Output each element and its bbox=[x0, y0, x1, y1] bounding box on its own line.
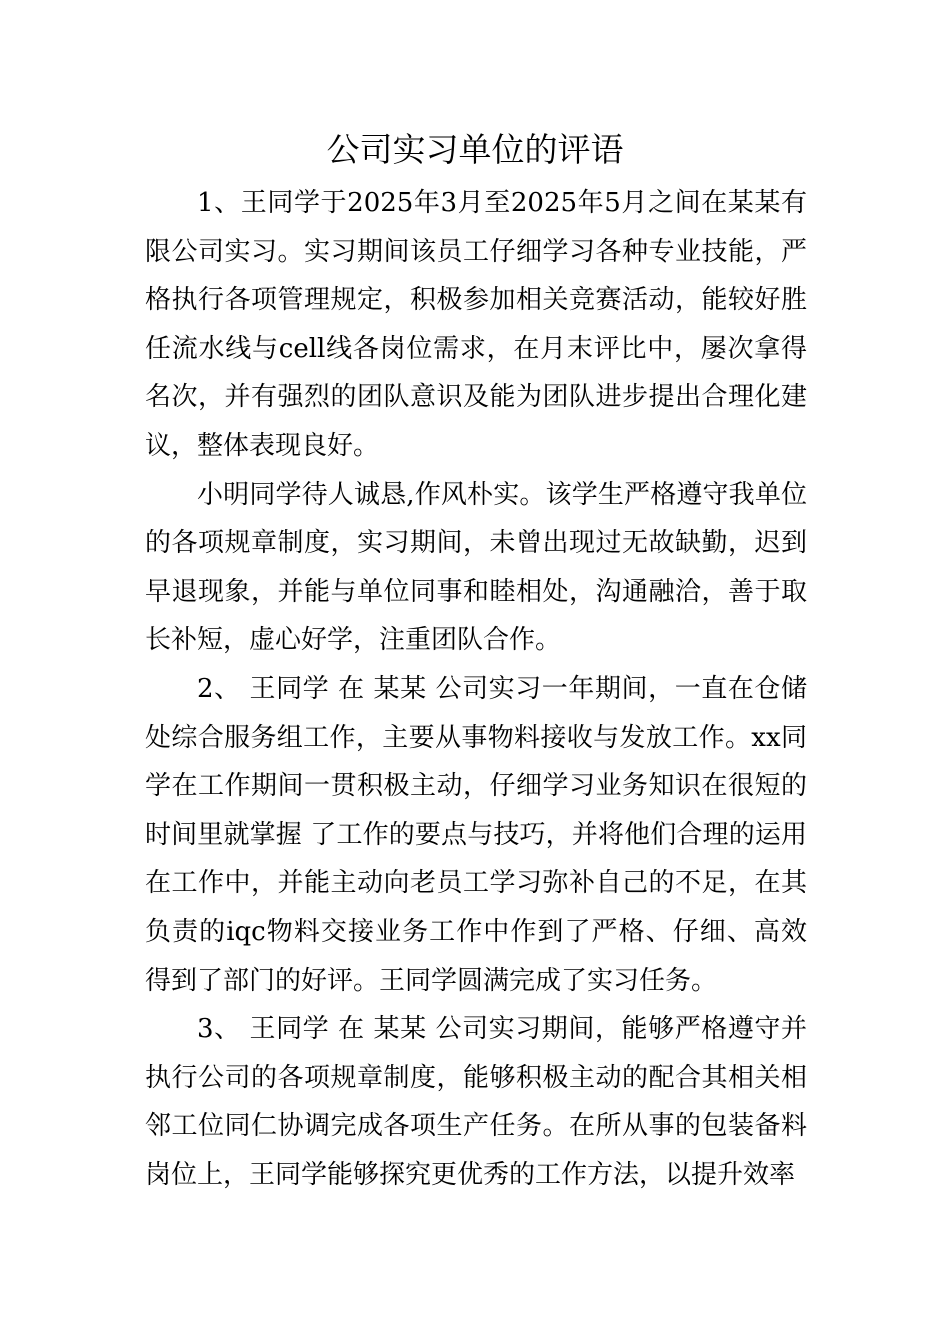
paragraph-1: 1、王同学于2025年3月至2025年5月之间在某某有限公司实习。实习期间该员工仔细学习各种专业技能，严格执行各项管理规定，积极参加相关竞赛活动，能较好胜任流水线与cell线各岗位需求，在月末评比中，屡次拿得名次，并有强烈的团队意识及能为团队进步提出合理化建议，整体表现良好。 bbox=[145, 188, 807, 461]
paragraph-3: 2、 王同学 在 某某 公司实习一年期间，一直在仓储处综合服务组工作，主要从事物料接收与发放工作。xx同学在工作期间一贯积极主动，仔细学习业务知识在很短的时间里就掌握 了工作的要点与技巧，并将他们合理的运用在工作中，并能主动向老员工学习弥补自己的不足，在其负责的iqc物料交接业务工作中作到了严格、仔细、高效得到了部门的好评。王同学圆满完成了实习任务。 bbox=[145, 673, 807, 996]
paragraph-4: 3、 王同学 在 某某 公司实习期间，能够严格遵守并执行公司的各项规章制度，能够积极主动的配合其相关相邻工位同仁协调完成各项生产任务。在所从事的包装备料岗位上，王同学能够探究更优秀的工作方法，以提升效率 bbox=[145, 1014, 807, 1190]
paragraph-2: 小明同学待人诚恳,作风朴实。该学生严格遵守我单位的各项规章制度，实习期间，未曾出现过无故缺勤，迟到早退现象，并能与单位同事和睦相处，沟通融洽，善于取长补短，虚心好学，注重团队合作。 bbox=[145, 479, 807, 656]
document-body bbox=[145, 179, 807, 1199]
document-title: 公司实习单位的评语 bbox=[326, 130, 624, 169]
